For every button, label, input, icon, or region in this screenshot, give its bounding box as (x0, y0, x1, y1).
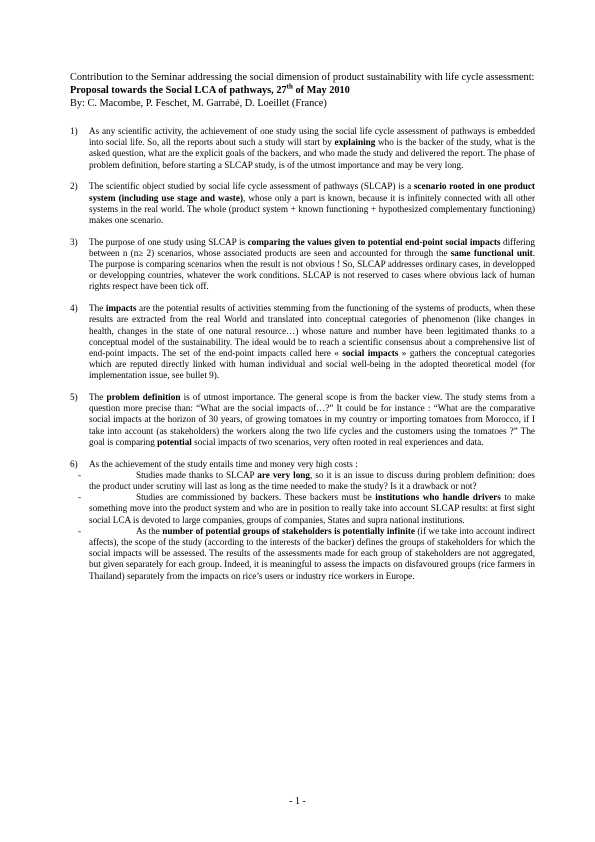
paragraph-number: 2) (70, 181, 78, 192)
paragraph-emphasis: comparing the values given to potential end-point social impacts (247, 236, 501, 247)
paragraph-3 (70, 237, 535, 293)
paragraph-emphasis: social impacts (342, 347, 399, 358)
document-body (70, 126, 535, 582)
paragraph-text: (if we take into account indirect affects), the scope of the study (according to the interests of the backer) defines the groups of stakeholders for which the social impacts will be assessed. The results of the assessments made for each group of stakeholders are not aggregated, but given separately for each group. Indeed, it is meaningful to assess the impacts on disfavoured groups (rice farmers in Thailand) separately from the impacts on rice’s users or industry rice workers in Europe. (89, 525, 535, 581)
sub-item-2 (78, 492, 535, 526)
header-authors: By: C. Macombe, P. Feschet, M. Garrabé, D. Loeillet (France) (70, 98, 327, 109)
paragraph-text: As the (136, 525, 163, 536)
sub-item-3 (78, 525, 535, 582)
bullet-dash: - (78, 469, 82, 480)
document-header (70, 71, 535, 110)
paragraph-text: The purpose of one study using SLCAP is (89, 236, 248, 247)
paragraph-text: As any scientific activity, the achievement of one study using the social life cycle assessment of pathways is embedded into social life. So, all the reports about such a study will start by (89, 126, 535, 148)
bullet-dash: - (78, 525, 82, 536)
paragraph-text: social impacts of two scenarios, very often rooted in real experiences and data. (191, 436, 484, 447)
paragraph-text: As the achievement of the study entails time and money very high costs : (89, 458, 358, 469)
paragraph-emphasis: impacts (105, 303, 137, 314)
paragraph-text: is of utmost importance. The general scope is from the backer view. The study stems from a question more precise than: “What are the social impacts of…?” It could be for instance : “What are the comparative social impacts at the horizon of 30 years, of growing tomatoes in my country or importing tomatoes from Morocco, if I take into account (as stakeholders) the workers along the two life cycles and the customers using the tomatoes ?” The goal is comparing (89, 392, 535, 447)
paragraph-emphasis: number of potential groups of stakeholders is potentially infinite (162, 525, 415, 536)
header-title-end: of May 2010 (292, 85, 350, 96)
header-intro: Contribution to the Seminar addressing the social dimension of product sustainability with life cycle assessment: (70, 72, 535, 83)
paragraph-text: are the potential results of activities stemming from the functioning of the systems of products, when these results are extracted from the real World and translated into conceptual categories of phenomenon (like changes in health, changes in the state of one natural resource…) whose nature and number have been legitimated thanks to a conceptual model of the sustainability. The ideal would be to reach a scientific consensus about a comprehensive list of end-point impacts. The set of the end-point impacts called here « (89, 303, 535, 358)
header-title: Proposal towards the Social LCA of pathways, 27 (70, 85, 287, 96)
paragraph-number: 3) (70, 236, 78, 247)
paragraph-text: Studies are commissioned by backers. These backers must be (136, 492, 376, 503)
paragraph-emphasis: institutions who handle drivers (375, 492, 501, 503)
paragraph-emphasis: same functional unit (450, 247, 533, 258)
paragraph-emphasis: scenario rooted in one product system (including use stage and waste) (89, 181, 535, 203)
paragraph-emphasis: explaining (334, 137, 376, 148)
paragraph-number: 4) (70, 303, 78, 314)
paragraph-text: The (89, 392, 107, 403)
paragraph-emphasis: are very long (257, 469, 311, 480)
paragraph-text: to make something move into the product system and who are in position to really take into account SLCAP results: at first sight social LCA is devoted to large companies, groups of companies, States and supra national institutions. (89, 492, 535, 525)
paragraph-text: . The purpose is comparing scenarios when the result is not obvious ! So, SLCAP addresses ordinary cases, in developped or developping countries, whatever the work conditions. SLCAP is not reserved to cases where obvious lack of human rights respect have been tick off. (89, 247, 535, 292)
paragraph-text: The (89, 303, 106, 314)
paragraph-text: differing between n (n≥ 2) scenarios, whose associated products are seen and accounted for through the (89, 236, 535, 258)
paragraph-6 (70, 459, 535, 582)
bullet-dash: - (78, 492, 82, 503)
paragraph-text: The scientific object studied by social life cycle assessment of pathways (SLCAP) is a (89, 181, 414, 192)
paragraph-text: , whose only a part is known, because it is infinitely connected with all other systems in the real world. The whole (product system + known functioning + hypothesized complementary functioning) makes one scenario. (89, 192, 536, 225)
paragraph-emphasis: potential (157, 436, 192, 447)
paragraph-number: 5) (70, 392, 78, 403)
paragraph-number: 1) (70, 126, 78, 136)
paragraph-4 (70, 303, 535, 381)
paragraph-number: 6) (70, 458, 78, 469)
paragraph-text: » gathers the conceptual categories which are reputed directly linked with human individual and social well-being in the adopted theoretical model (for implementation issue, see bullet 9). (89, 347, 535, 381)
paragraph-2 (70, 181, 535, 226)
page-number: - 1 - (289, 796, 306, 807)
sub-item-1 (78, 469, 535, 492)
paragraph-5 (70, 392, 535, 448)
paragraph-text: who is the backer of the study, what is the asked question, what are the explicit goals of the backers, and who made the study and delivered the report. The phase of problem definition, before starting a SLCAP study, is of the utmost importance and may be very long. (89, 137, 535, 170)
header-title-sup: th (286, 82, 293, 91)
paragraph-1 (70, 126, 535, 171)
paragraph-text: , so it is an issue to discuss during problem definition: does the product under scrutiny will last as long as the time needed to make the study? Is it a drawback or not? (89, 469, 535, 491)
paragraph-text: Studies made thanks to SLCAP (136, 469, 258, 480)
paragraph-emphasis: problem definition (106, 392, 181, 403)
